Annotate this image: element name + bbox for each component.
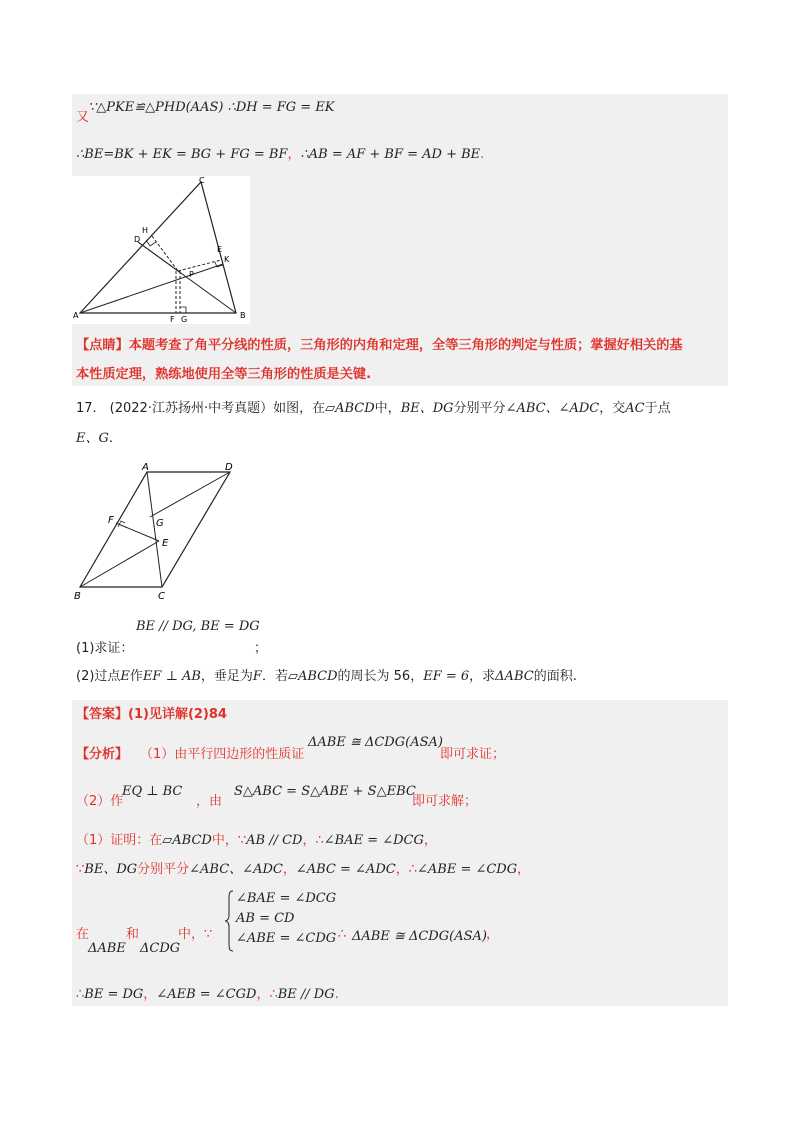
proof4-parallel: BE // DG — [277, 987, 335, 1002]
p2-triangle: ΔABC — [495, 669, 534, 684]
comment-tag: 【点睛】 — [76, 338, 129, 353]
p2-t7: 的面积. — [533, 669, 577, 684]
proof2-equal: ∠ABC = ∠ADC — [295, 862, 396, 877]
proof4-be-dg: BE = DG — [84, 987, 144, 1002]
proof3-concl: ΔABE ≅ ΔCDG(ASA) — [352, 929, 487, 944]
proof3-tri1: ΔABE — [88, 941, 126, 956]
part1-end: ； — [254, 641, 268, 656]
proof2-t5: ， — [517, 862, 531, 877]
proof3-end: ， — [486, 927, 500, 942]
q17-mid3: ，交 — [599, 401, 626, 416]
q17-ac: AC — [625, 401, 645, 416]
fig2-label-f: F — [108, 515, 114, 526]
fig2-label-b: B — [74, 591, 81, 600]
q17-period: . — [108, 431, 114, 446]
analysis-t1: （1）由平行四边形的性质证 — [140, 747, 305, 762]
q17-prefix: 17. (2022·江苏扬州·中考真题）如图，在 — [76, 401, 326, 416]
fig1-label-k: K — [224, 255, 230, 264]
be-equation: ∴BE=BK + EK = BG + FG = BF — [76, 147, 288, 162]
step2-t3: 即可求解； — [412, 794, 478, 809]
fig1-label-e: E — [217, 245, 223, 254]
comment-line-1 — [76, 337, 683, 355]
fig2-label-a: A — [142, 462, 149, 473]
p2-t4: ．若 — [261, 669, 288, 684]
proof-line-3 — [76, 888, 676, 958]
fig2-label-g: G — [156, 518, 164, 529]
step2-perp: EQ ⊥ BC — [122, 784, 183, 799]
p2-t6: ，求 — [469, 669, 496, 684]
p2-t1: (2)过点 — [76, 669, 121, 684]
proof2-t4: ，∴ — [395, 862, 417, 877]
fig1-label-d: D — [134, 235, 141, 244]
q17-mid4: 于点 — [644, 401, 671, 416]
proof2-t2: 分别平分 — [137, 862, 190, 877]
proof3-zai: 在 — [76, 927, 90, 942]
fig1-label-f: F — [170, 315, 175, 324]
figure-triangle-abc — [72, 176, 250, 324]
step2-t2: ，由 — [196, 794, 223, 809]
answer-tag: 【答案】 — [76, 707, 129, 722]
fig1-label-g: G — [181, 315, 188, 324]
proof4-t4: . — [334, 987, 339, 1002]
proof4-angle: ∠AEB = ∠CGD — [156, 987, 257, 1002]
proof1-t4: ， — [423, 833, 437, 848]
proof1-para: ▱ABCD — [162, 833, 212, 848]
proof2-t1: ∵ — [76, 862, 85, 877]
figure-parallelogram-abcd — [72, 460, 242, 600]
p2-t3: ，垂足为 — [200, 669, 253, 684]
proof1-parallel: AB // CD — [246, 833, 303, 848]
ab-equation: ∴AB = AF + BF = AD + BE — [300, 147, 481, 162]
proof1-t3: ，∴ — [302, 833, 324, 848]
analysis-t2: 即可求证； — [440, 747, 506, 762]
q17-be-dg: BE、DG — [400, 401, 454, 416]
q17-line-1 — [76, 400, 671, 418]
proof3-sys1: ∠BAE = ∠DCG — [236, 891, 337, 906]
proof3-tri2: ΔCDG — [140, 941, 181, 956]
proof-line-1 — [76, 832, 437, 850]
comment-text-2: 本性质定理，熟练地使用全等三角形的性质是关键. — [76, 367, 372, 382]
fig1-label-a: A — [73, 311, 79, 320]
p2-f: F — [252, 669, 262, 684]
proof4-t2: ， — [143, 987, 157, 1002]
p2-perp: EF ⊥ AB — [142, 669, 201, 684]
part1-math: BE // DG, BE = DG — [136, 619, 260, 634]
q17-line-2 — [76, 430, 113, 448]
proof3-sys3: ∠ABE = ∠CDG — [236, 931, 337, 946]
proof2-angles: ∠ABC、∠ADC — [189, 862, 283, 877]
aas-statement: ∵△PKE≌△PHD(AAS) ∴DH = FG = EK — [88, 100, 335, 115]
proof-line-4 — [76, 986, 339, 1004]
sep: ， — [287, 147, 301, 162]
fig2-label-e: E — [162, 538, 169, 549]
fig2-label-d: D — [225, 462, 233, 473]
proof2-angle-eq: ∠ABE = ∠CDG — [416, 862, 518, 877]
fig2-label-c: C — [158, 591, 165, 600]
you-char: 又 — [76, 110, 90, 125]
p2-para: ▱ABCD — [287, 669, 338, 684]
proof2-be-dg: BE、DG — [84, 862, 138, 877]
fig1-label-c: C — [199, 176, 205, 185]
p2-ef: EF = 6 — [423, 669, 470, 684]
q17-mid2: 分别平分 — [453, 401, 506, 416]
answer-line — [76, 706, 227, 724]
period: . — [480, 147, 485, 162]
proof4-t1: ∴ — [76, 987, 85, 1002]
proof2-t3: ， — [282, 862, 296, 877]
part1-label: (1)求证： — [76, 641, 134, 656]
proof3-so: ∴ — [338, 927, 347, 942]
fig1-label-h: H — [142, 226, 149, 235]
q17-angles: ∠ABC、∠ADC — [505, 401, 600, 416]
step2-t1: （2）作 — [76, 794, 124, 809]
proof-line-2 — [76, 861, 530, 879]
brace-icon — [224, 890, 234, 952]
part2-question — [76, 668, 577, 686]
q17-parallelogram: ▱ABCD — [325, 401, 375, 416]
analysis-tag: 【分析】 — [76, 747, 129, 762]
answer-text: (1)见详解(2)84 — [128, 707, 227, 722]
proof4-t3: ，∴ — [256, 987, 278, 1002]
fig1-label-b: B — [240, 311, 246, 320]
proof3-zhong: 中，∵ — [178, 927, 213, 942]
proof1-angle: ∠BAE = ∠DCG — [323, 833, 424, 848]
p2-t5: 的周长为 56， — [337, 669, 424, 684]
line-be-equals — [76, 146, 484, 164]
p2-e: E — [120, 669, 130, 684]
step2-area: S△ABC = S△ABE + S△EBC — [234, 784, 416, 799]
q17-mid1: 中， — [374, 401, 401, 416]
proof3-sys2: AB = CD — [236, 911, 295, 926]
fig1-label-p: P — [189, 270, 194, 279]
proof1-t2: 中，∵ — [211, 833, 247, 848]
proof1-t1: （1）证明：在 — [76, 833, 163, 848]
p2-t2: 作 — [129, 669, 143, 684]
q17-points: E、G — [76, 431, 109, 446]
analysis-math: ΔABE ≅ ΔCDG(ASA) — [308, 735, 443, 750]
comment-text-1: 本题考查了角平分线的性质，三角形的内角和定理，全等三角形的判定与性质；掌握好相关的基 — [128, 338, 683, 353]
comment-line-2 — [76, 366, 371, 384]
proof3-he: 和 — [126, 927, 140, 942]
